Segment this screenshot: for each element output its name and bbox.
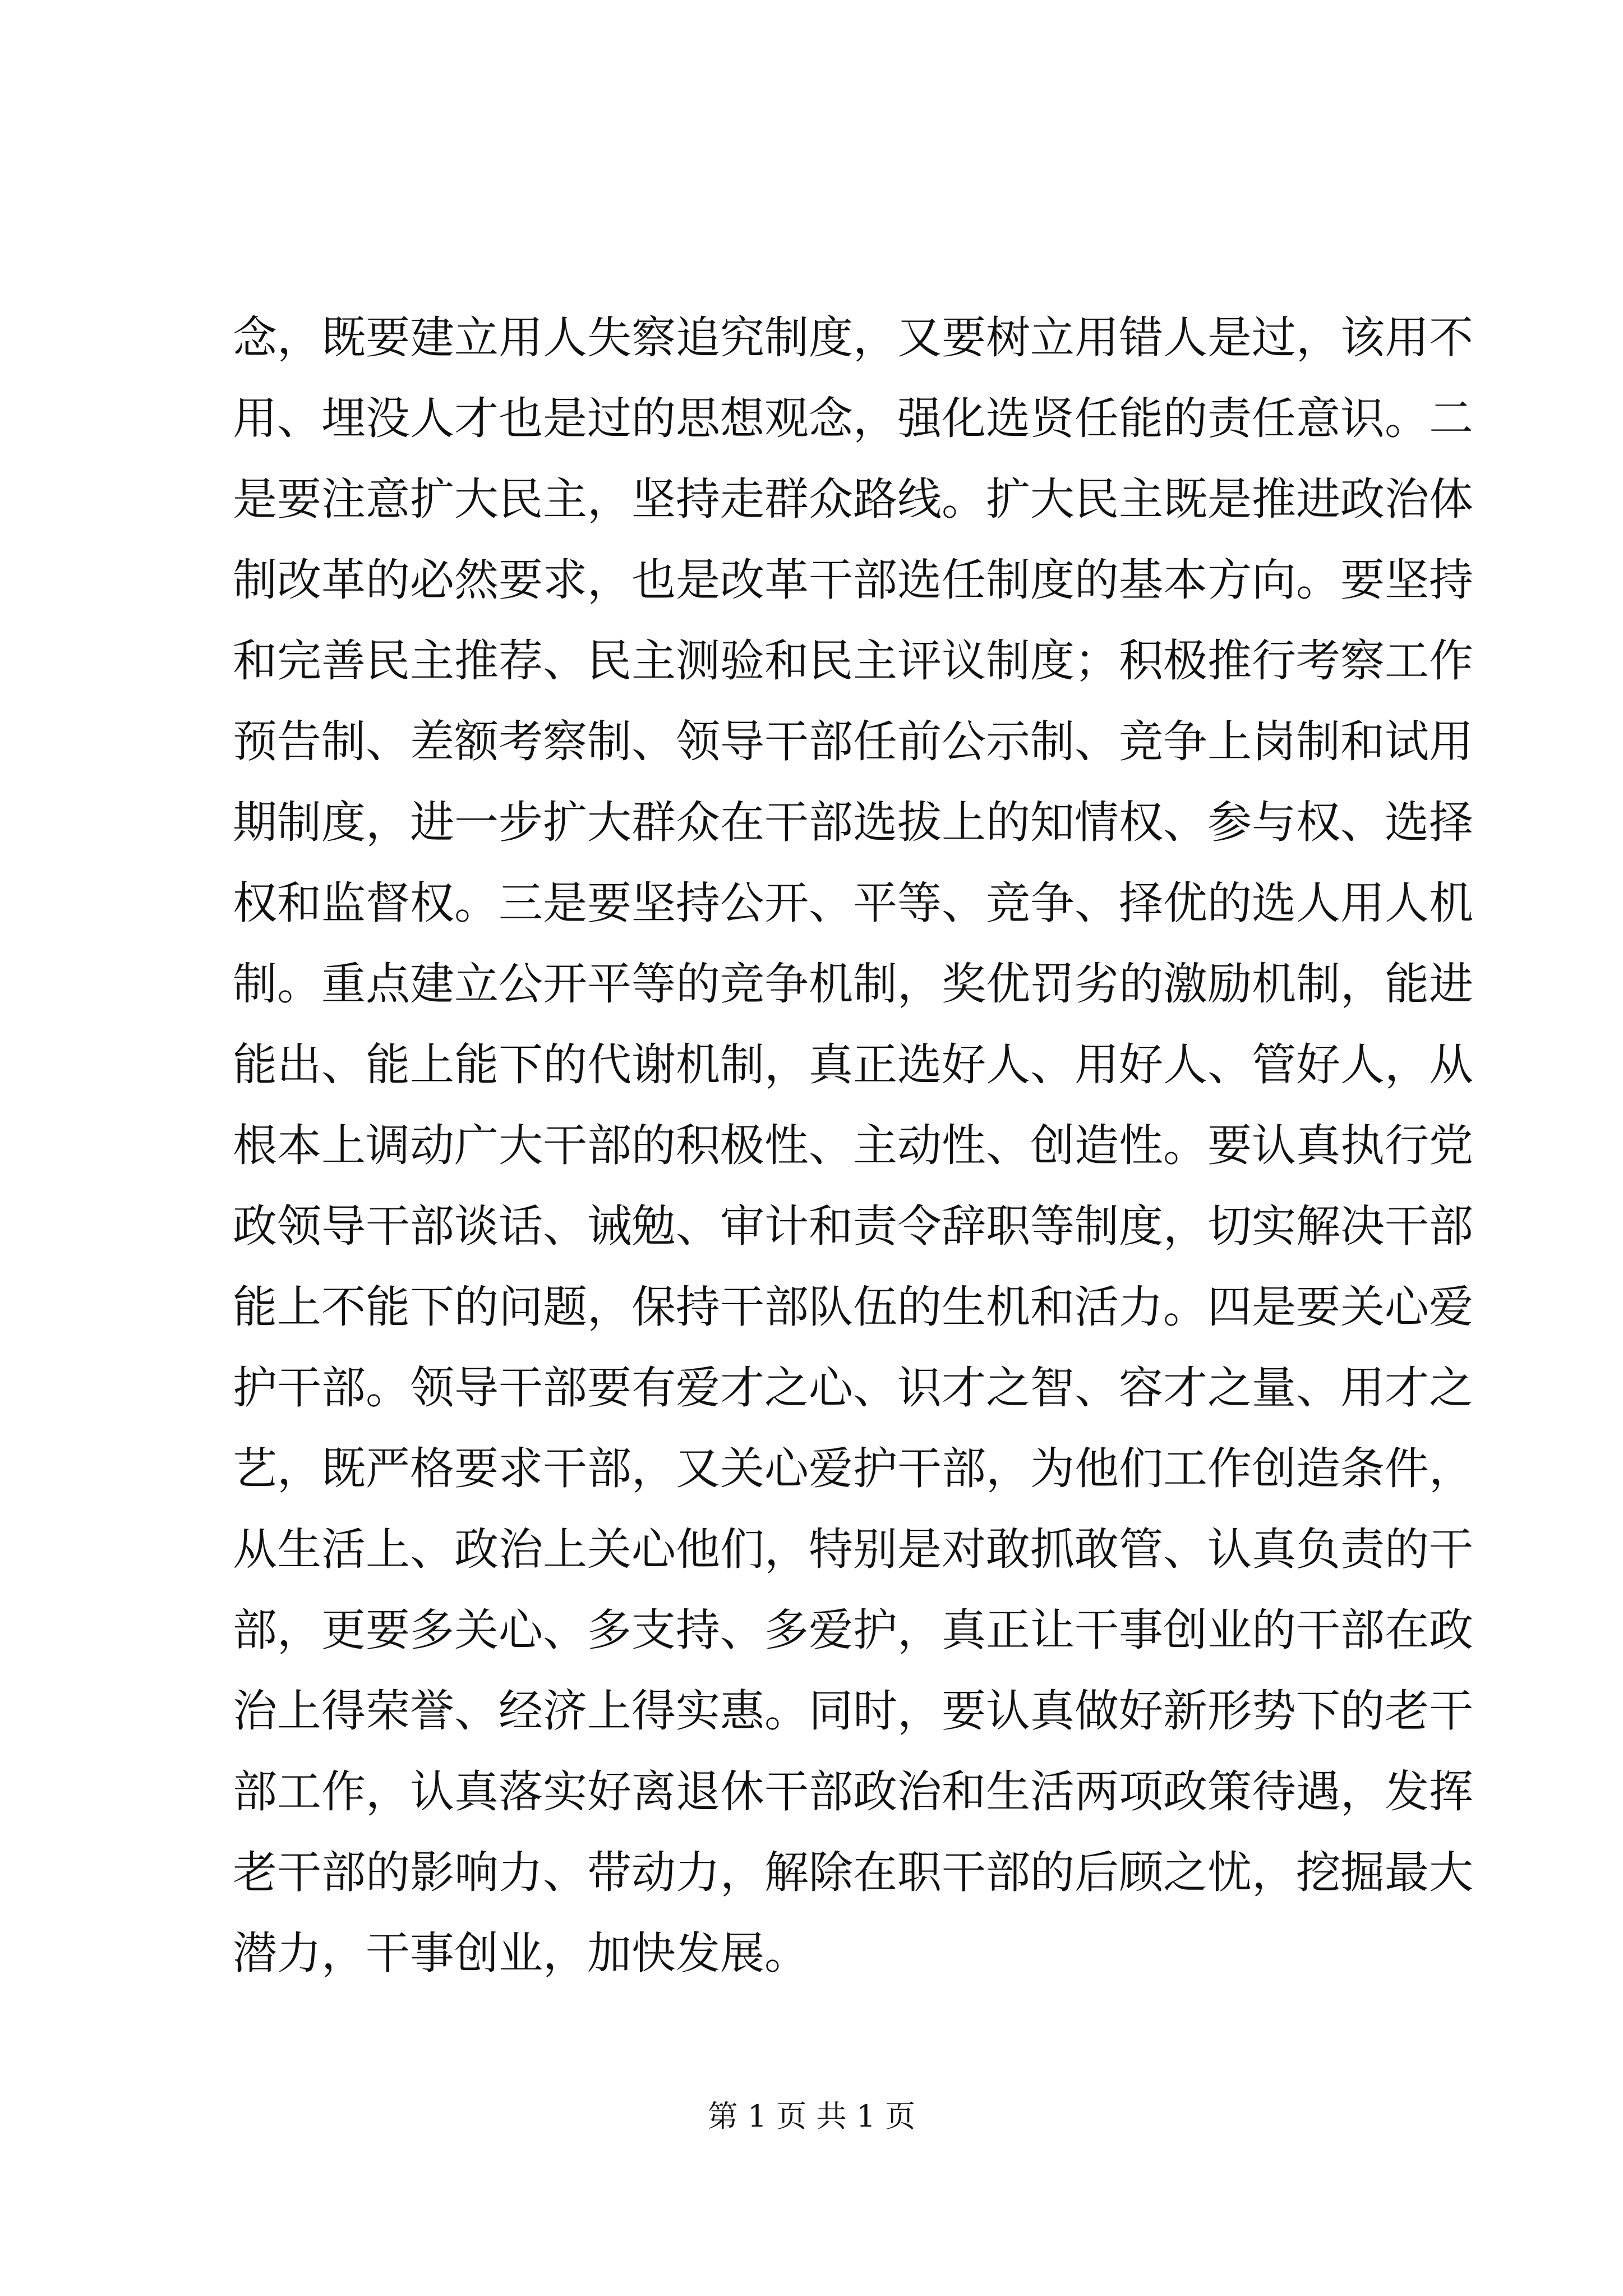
text-line: 艺，既严格要求干部，又关心爱护干部，为他们工作创造条件，	[233, 1443, 1473, 1494]
body-paragraph	[233, 297, 1473, 1994]
text-line: 部工作，认真落实好离退休干部政治和生活两项政策待遇，发挥	[233, 1766, 1473, 1818]
text-line: 期制度，进一步扩大群众在干部选拔上的知情权、参与权、选择	[233, 797, 1473, 848]
text-line: 预告制、差额考察制、领导干部任前公示制、竞争上岗制和试用	[233, 716, 1473, 767]
text-line: 能上不能下的问题，保持干部队伍的生机和活力。四是要关心爱	[233, 1281, 1473, 1333]
text-line: 制。重点建立公开平等的竞争机制，奖优罚劣的激励机制，能进	[233, 958, 1473, 1010]
text-line: 和完善民主推荐、民主测验和民主评议制度；积极推行考察工作	[233, 635, 1473, 687]
text-line: 护干部。领导干部要有爱才之心、识才之智、容才之量、用才之	[233, 1362, 1473, 1414]
text-line: 制改革的必然要求，也是改革干部选任制度的基本方向。要坚持	[233, 554, 1473, 606]
text-line: 部，更要多关心、多支持、多爱护，真正让干事创业的干部在政	[233, 1604, 1473, 1656]
text-line: 根本上调动广大干部的积极性、主动性、创造性。要认真执行党	[233, 1120, 1473, 1171]
text-line: 老干部的影响力、带动力，解除在职干部的后顾之忧，挖掘最大	[233, 1847, 1473, 1898]
text-line: 治上得荣誉、经济上得实惠。同时，要认真做好新形势下的老干	[233, 1685, 1473, 1737]
text-line: 潜力，干事创业，加快发展。	[233, 1927, 809, 1979]
text-line: 是要注意扩大民主，坚持走群众路线。扩大民主既是推进政治体	[233, 473, 1473, 525]
text-line: 能出、能上能下的代谢机制，真正选好人、用好人、管好人，从	[233, 1039, 1473, 1091]
text-line: 念，既要建立用人失察追究制度，又要树立用错人是过，该用不	[233, 312, 1473, 364]
text-line: 政领导干部谈话、诫勉、审计和责令辞职等制度，切实解决干部	[233, 1200, 1473, 1252]
text-line: 从生活上、政治上关心他们，特别是对敢抓敢管、认真负责的干	[233, 1524, 1473, 1575]
page-number: 第 1 页 共 1 页	[707, 2099, 916, 2134]
text-line: 权和监督权。三是要坚持公开、平等、竞争、择优的选人用人机	[233, 877, 1473, 929]
text-line: 用、埋没人才也是过的思想观念，强化选贤任能的责任意识。二	[233, 393, 1473, 444]
